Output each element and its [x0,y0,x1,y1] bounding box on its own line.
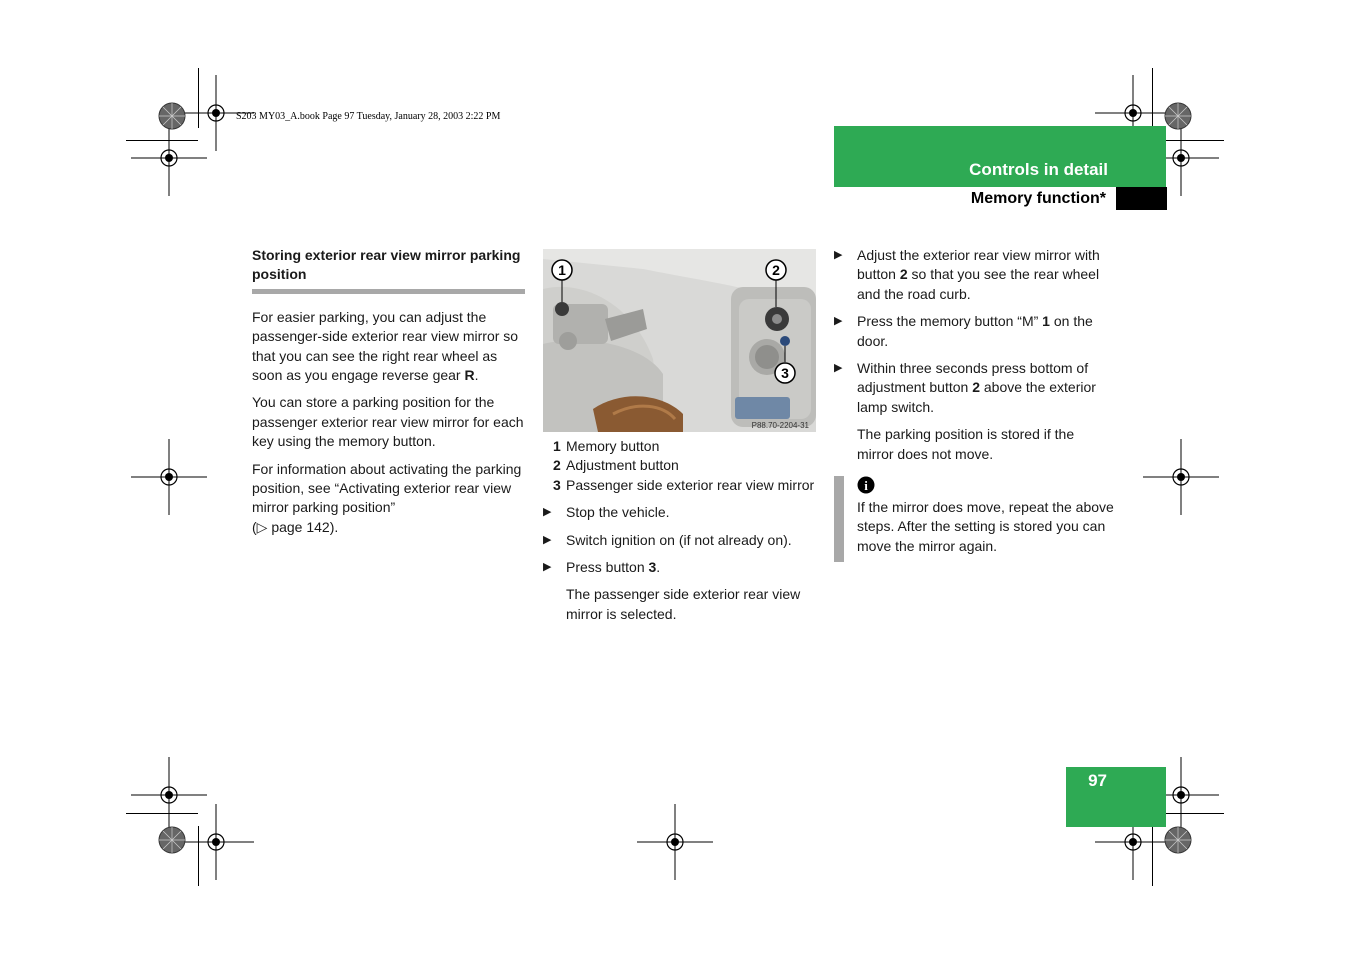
step-result: The parking position is stored if the mirror does not move. [857,426,1075,462]
info-icon [857,476,877,496]
registration-mark-icon [1143,439,1219,515]
instruction-step: ▶ Adjust the exterior rear view mirror with button 2 so that you see the rear wheel and the road curb. [834,247,1100,302]
instruction-step: ▶ Press button 3. [543,558,816,577]
instruction-step: ▶ Press the memory button “M” 1 on the door. [834,313,1093,349]
page-reference: (▷ page 142). [252,518,339,535]
bullet-triangle-icon: ▶ [543,506,552,519]
bullet-triangle-icon: ▶ [543,533,552,546]
page-number-box [1066,767,1166,827]
bullet-triangle-icon: ▶ [834,249,843,261]
figure-legend [543,437,816,495]
instruction-step: ▶ Switch ignition on (if not already on). [543,531,816,550]
page-number: 97 [1088,771,1107,790]
color-bar-icon [1165,103,1191,129]
svg-text:i: i [864,478,868,493]
registration-mark-icon [131,120,207,196]
legend-item: 1 Memory button [553,438,660,454]
subsection-title: Memory function* [970,190,1106,207]
color-bar-icon [159,103,185,129]
middle-column [543,437,816,632]
door-controls-illustration [543,249,816,432]
svg-text:3: 3 [781,365,789,381]
registration-mark-icon [178,804,254,880]
book-info: S203 MY03_A.book Page 97 Tuesday, January 28, 2003 2:22 PM [236,111,501,122]
info-note [834,476,1124,562]
paragraph: For information about activating the parking position, see “Activating exterior rear view mirror parking position” (▷ page 142). [252,460,522,535]
paragraph: You can store a parking position for the passenger exterior rear view mirror for each key using the memory button. [252,394,524,450]
heading-rule [252,289,525,294]
legend-item: 2 Adjustment button [553,457,679,474]
step-result: The passenger side exterior rear view mirror is selected. [566,586,801,622]
section-heading: Storing exterior rear view mirror parking position [252,247,521,283]
section-header [834,126,1166,187]
paragraph: For easier parking, you can adjust the passenger-side exterior rear view mirror so that you can see the right rear wheel as soon as you engage reverse gear R. [252,308,519,384]
right-column [834,246,1109,472]
bullet-triangle-icon: ▶ [834,315,843,328]
instruction-step: ▶ Within three seconds press bottom of adjustment button 2 above the exterior lamp switch. [834,360,1096,415]
left-column [252,246,525,545]
bullet-triangle-icon: ▶ [543,561,552,574]
registration-mark-icon [131,757,207,833]
section-title: Controls in detail [969,160,1108,179]
svg-text:2: 2 [772,262,780,278]
info-text: If the mirror does move, repeat the above steps. After the setting is stored you can move the mirror again. [857,499,1114,554]
info-bar [834,476,844,562]
svg-text:1: 1 [558,262,566,278]
color-bar-icon [159,827,185,853]
callout-2 [766,260,786,280]
callout-3 [775,363,795,383]
section-tab [1116,187,1167,210]
callout-1 [552,260,572,280]
instruction-step: ▶ Stop the vehicle. [543,503,816,522]
color-bar-icon [1165,827,1191,853]
door-controls-figure [543,249,816,432]
registration-mark-icon [131,439,207,515]
figure-code: P88.70-2204-31 [751,421,809,430]
legend-item: 3 Passenger side exterior rear view mirror [553,476,815,493]
bullet-triangle-icon: ▶ [834,362,843,375]
registration-mark-icon [637,804,713,880]
